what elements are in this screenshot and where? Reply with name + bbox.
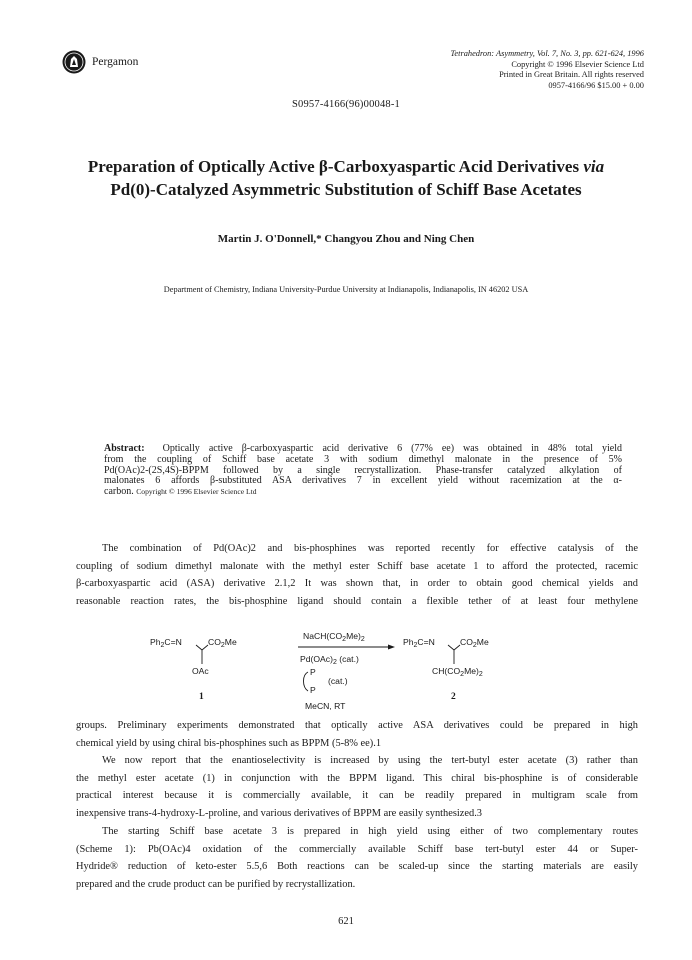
abstract-line: Pd(OAc)2-(2S,4S)-BPPM followed by a single recrystallization. Phase-transfer catalyzed alkylation of bbox=[104, 464, 622, 476]
price-line: 0957-4166/96 $15.00 + 0.00 bbox=[548, 80, 644, 90]
rights-line: Printed in Great Britain. All rights reserved bbox=[499, 70, 644, 80]
reactant-formula: $Ph_2C=N$ bbox=[150, 637, 182, 649]
article-title bbox=[40, 155, 652, 201]
body-paragraph-4 bbox=[76, 823, 638, 894]
text-line: groups. Preliminary experiments demonstrated that optically active ASA derivatives could be prepared in high bbox=[76, 720, 638, 731]
body-paragraph-2 bbox=[76, 717, 638, 752]
body-paragraph-3 bbox=[76, 752, 638, 823]
text-line: prepared and the crude product can be purified by recrystallization. bbox=[76, 879, 356, 891]
abstract-label: Abstract: bbox=[104, 443, 145, 454]
body-paragraph-1 bbox=[76, 540, 638, 611]
abstract-copyright: Copyright © 1996 Elsevier Science Ltd bbox=[136, 487, 257, 497]
solvent-conditions: MeCN, RT bbox=[305, 701, 346, 711]
text-line: Hydride® reduction of keto-ester 5.5,6 Both reactions can be scaled-up since the starting materials are easily bbox=[76, 861, 638, 873]
ligand-p-top: P bbox=[310, 667, 316, 677]
abstract-line: from the coupling of Schiff base acetate 3 with sodium dimethyl malonate in the presence of 5% bbox=[104, 453, 622, 465]
authors: Martin J. O'Donnell,* Changyou Zhou and Ning Chen bbox=[217, 233, 475, 245]
journal-citation bbox=[314, 49, 644, 91]
page-number: 621 bbox=[338, 916, 354, 927]
affiliation: Department of Chemistry, Indiana University-Purdue University at Indianapolis, Indianapolis, IN 46202 USA bbox=[163, 285, 529, 294]
ligand-p-bottom: P bbox=[310, 685, 316, 695]
text-line: The starting Schiff base acetate 3 is prepared in high yield using either of two complementary routes bbox=[102, 826, 638, 837]
text-line: the methyl ester acetate (1) in conjunction with the BPPM ligand. This chiral bis-phosphine is of considerable bbox=[76, 772, 638, 784]
compound-label-1: 1 bbox=[199, 692, 204, 702]
product-ester: $CO_2Me$ bbox=[460, 637, 489, 649]
text-line: β-carboxyaspartic acid (ASA) derivative 2.1,2 It was shown that, in order to obtain good chemical yields and bbox=[76, 578, 638, 590]
text-line: coupling of sodium dimethyl malonate with the methyl ester Schiff base acetate 1 to afford the protected, racemic bbox=[76, 560, 638, 572]
text-line: We now report that the enantioselectivity is increased by using the tert-butyl ester acetate (3) rather than bbox=[102, 755, 638, 766]
publisher-name: Pergamon bbox=[92, 56, 139, 68]
reactant-substituent: OAc bbox=[192, 666, 209, 676]
doi-code: S0957-4166(96)00048-1 bbox=[291, 99, 401, 110]
text-line: The combination of Pd(OAc)2 and bis-phosphines was reported recently for effective catalysis of the bbox=[102, 543, 638, 554]
text-line: (Scheme 1): Pb(OAc)4 oxidation of the commercially available Schiff base tert-butyl ester 44 or Super- bbox=[76, 843, 638, 855]
text-line: practical interest because it is commercially available, it can be readily prepared in multigram scale from bbox=[76, 790, 638, 802]
copyright-line: Copyright © 1996 Elsevier Science Ltd bbox=[511, 59, 644, 69]
product-substituent: $CH(CO_2Me)_2$ bbox=[432, 666, 483, 678]
journal-citation-line: Tetrahedron: Asymmetry, Vol. 7, No. 3, pp. 621-624, 1996 bbox=[450, 49, 644, 58]
title-line-1: Preparation of Optically Active β-Carboxyaspartic Acid Derivatives via bbox=[87, 157, 605, 176]
abstract bbox=[104, 444, 622, 498]
abstract-line: malonates 6 affords β-substituted ASA derivatives 7 in excellent yield without racemization at the α- bbox=[104, 475, 622, 487]
pergamon-logo-icon bbox=[62, 50, 86, 74]
compound-label-2: 2 bbox=[451, 692, 456, 702]
title-line-2: Pd(0)-Catalyzed Asymmetric Substitution of Schiff Base Acetates bbox=[110, 180, 582, 199]
reagent-malonate: $NaCH(CO_2Me)_2$ bbox=[303, 631, 365, 643]
reactant-ester: $CO_2Me$ bbox=[208, 637, 237, 649]
abstract-line: Abstract: Optically active β-carboxyaspartic acid derivative 6 (77% ee) was obtained in 48% total yield bbox=[104, 443, 623, 454]
abstract-line: carbon. Copyright © 1996 Elsevier Science Ltd bbox=[104, 486, 257, 498]
text-line: reasonable reaction rates, the bis-phosphine ligand should contain a flexible tether of at least four methylene bbox=[76, 596, 638, 608]
reaction-scheme bbox=[150, 629, 570, 719]
product-formula: $Ph_2C=N$ bbox=[403, 637, 435, 649]
ligand-cat: (cat.) bbox=[328, 676, 348, 686]
reagent-palladium: $Pd(OAc)_2$ (cat.) bbox=[300, 654, 359, 666]
text-line: chemical yield by using chiral bis-phosphines such as BPPM (5-8% ee).1 bbox=[76, 737, 382, 749]
text-line: inexpensive trans-4-hydroxy-L-proline, and various derivatives of BPPM are easily synthesized.3 bbox=[76, 808, 483, 820]
